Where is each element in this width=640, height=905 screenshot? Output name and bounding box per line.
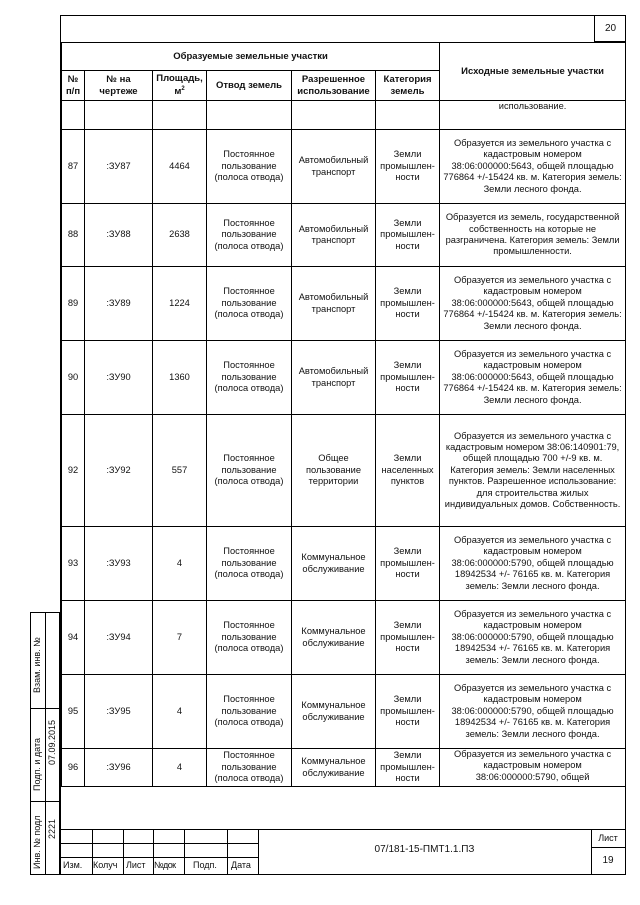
continuation-text: использование. [440, 101, 626, 130]
table-row [62, 267, 626, 341]
cell-use: Автомобильный транспорт [292, 267, 376, 341]
header-drawing: № на чертеже [85, 71, 153, 101]
cell-area: 4464 [153, 130, 207, 204]
cell-num: 88 [62, 204, 85, 267]
header-allotment: Отвод земель [207, 71, 292, 101]
cell-area: 557 [153, 415, 207, 527]
header-category: Категория земель [376, 71, 440, 101]
header-source-plots: Исходные земельные участки [440, 43, 626, 101]
cell-allotment: Постоянное пользование (полоса отвода) [207, 601, 292, 675]
cell-category: Земли промышлен-ности [376, 601, 440, 675]
cell-drawing: :ЗУ95 [85, 675, 153, 749]
cell-source: Образуется из земельного участка с кадастровым номером 38:06:140901:79, общей площадью 700 +/-9 кв. м. Категория земель: Земли населенных пунктов. Разрешенное использование: для строительства жилых индивидуальных домов. Собственность. [440, 415, 626, 527]
cell-category: Земли промышлен-ности [376, 675, 440, 749]
table-row [62, 204, 626, 267]
cell-use: Автомобильный транспорт [292, 130, 376, 204]
cell-num: 95 [62, 675, 85, 749]
tb-koluch: Колуч [93, 860, 118, 870]
stamp-inv-label: Инв. № подл [32, 815, 42, 869]
stamp-vzam-label: Взам. инв. № [32, 637, 42, 693]
cell-num: 96 [62, 749, 85, 787]
cell-use: Автомобильный транспорт [292, 204, 376, 267]
cell-drawing: :ЗУ94 [85, 601, 153, 675]
cell-category: Земли промышлен-ности [376, 267, 440, 341]
cell-use: Коммунальное обслуживание [292, 527, 376, 601]
table-row [62, 601, 626, 675]
cell-num: 90 [62, 341, 85, 415]
cell-num: 93 [62, 527, 85, 601]
cell-drawing: :ЗУ89 [85, 267, 153, 341]
cell-use: Общее пользование территории [292, 415, 376, 527]
cell-area: 1224 [153, 267, 207, 341]
table-row [62, 341, 626, 415]
stamp-date: 07.09.2015 [47, 719, 57, 765]
cell-use: Коммунальное обслуживание [292, 675, 376, 749]
table-row [62, 749, 626, 787]
cell-allotment: Постоянное пользование (полоса отвода) [207, 415, 292, 527]
cell-allotment: Постоянное пользование (полоса отвода) [207, 675, 292, 749]
cell-use: Коммунальное обслуживание [292, 601, 376, 675]
stamp-podp-label: Подп. и дата [32, 737, 42, 791]
side-stamp [30, 612, 60, 875]
cell-area: 1360 [153, 341, 207, 415]
table-row [62, 130, 626, 204]
cell-category: Земли населенных пунктов [376, 415, 440, 527]
cell-category: Земли промышлен-ности [376, 130, 440, 204]
stamp-inv-num: 2221 [47, 818, 57, 839]
header-formed-plots: Образуемые земельные участки [62, 43, 440, 71]
cell-source: Образуется из земельного участка с кадастровым номером 38:06:000000:5643, общей площадью 776864 +/-15424 кв. м. Категория земель: Земли лесного фонда. [440, 341, 626, 415]
cell-num: 94 [62, 601, 85, 675]
tb-sheet-num: 19 [602, 855, 614, 866]
tb-data: Дата [231, 860, 251, 870]
cell-source: Образуется из земельного участка с кадастровым номером 38:06:000000:5643, общей площадью 776864 +/-15424 кв. м. Категория земель: Земли лесного фонда. [440, 130, 626, 204]
cell-area: 2638 [153, 204, 207, 267]
cell-num: 89 [62, 267, 85, 341]
cell-num: 92 [62, 415, 85, 527]
tb-sheet-label: Лист [598, 833, 618, 843]
cell-area: 4 [153, 527, 207, 601]
table-row [62, 527, 626, 601]
tb-ndok: №док [154, 860, 176, 870]
cell-source: Образуется из земельного участка с кадастровым номером 38:06:000000:5790, общей площадью 18942534 +/- 76165 кв. м. Категория земель: Земли лесного фонда. [440, 527, 626, 601]
header-area: Площадь, $м^2$ [153, 71, 207, 101]
cell-area: 4 [153, 749, 207, 787]
cell-area: 7 [153, 601, 207, 675]
cell-allotment: Постоянное пользование (полоса отвода) [207, 267, 292, 341]
cell-source: Образуется из земельного участка с кадастровым номером 38:06:000000:5790, общей [440, 749, 626, 787]
cell-allotment: Постоянное пользование (полоса отвода) [207, 341, 292, 415]
cell-category: Земли промышлен-ности [376, 341, 440, 415]
table-row [62, 675, 626, 749]
cell-category: Земли промышлен-ности [376, 749, 440, 787]
cell-source: Образуется из земель, государственной собственность на которые не разграничена. Категория земель: Земли промышленности. [440, 204, 626, 267]
cell-source: Образуется из земельного участка с кадастровым номером 38:06:000000:5790, общей площадью 18942534 +/- 76165 кв. м. Категория земель: Земли лесного фонда. [440, 601, 626, 675]
land-plots-table [61, 42, 626, 787]
cell-drawing: :ЗУ88 [85, 204, 153, 267]
table-row [62, 415, 626, 527]
cell-use: Коммунальное обслуживание [292, 749, 376, 787]
title-block [61, 829, 625, 874]
page-number: 20 [594, 16, 626, 42]
header-use: Разрешенное использование [292, 71, 376, 101]
cell-allotment: Постоянное пользование (полоса отвода) [207, 130, 292, 204]
tb-podp: Подп. [193, 860, 217, 870]
cell-drawing: :ЗУ93 [85, 527, 153, 601]
header-num: № п/п [62, 71, 85, 101]
tb-doc-code: 07/181-15-ПМТ1.1.ПЗ [374, 844, 475, 855]
cell-source: Образуется из земельного участка с кадастровым номером 38:06:000000:5643, общей площадью 776864 +/-15424 кв. м. Категория земель: Земли лесного фонда. [440, 267, 626, 341]
cell-num: 87 [62, 130, 85, 204]
cell-allotment: Постоянное пользование (полоса отвода) [207, 204, 292, 267]
cell-source: Образуется из земельного участка с кадастровым номером 38:06:000000:5790, общей площадью 18942534 +/- 76165 кв. м. Категория земель: Земли лесного фонда. [440, 675, 626, 749]
table-row-continuation [62, 101, 626, 130]
cell-drawing: :ЗУ90 [85, 341, 153, 415]
tb-izm: Изм. [63, 860, 83, 870]
cell-category: Земли промышлен-ности [376, 204, 440, 267]
cell-drawing: :ЗУ87 [85, 130, 153, 204]
cell-use: Автомобильный транспорт [292, 341, 376, 415]
cell-allotment: Постоянное пользование (полоса отвода) [207, 749, 292, 787]
cell-allotment: Постоянное пользование (полоса отвода) [207, 527, 292, 601]
cell-drawing: :ЗУ96 [85, 749, 153, 787]
cell-drawing: :ЗУ92 [85, 415, 153, 527]
cell-category: Земли промышлен-ности [376, 527, 440, 601]
cell-area: 4 [153, 675, 207, 749]
tb-list: Лист [126, 860, 146, 870]
